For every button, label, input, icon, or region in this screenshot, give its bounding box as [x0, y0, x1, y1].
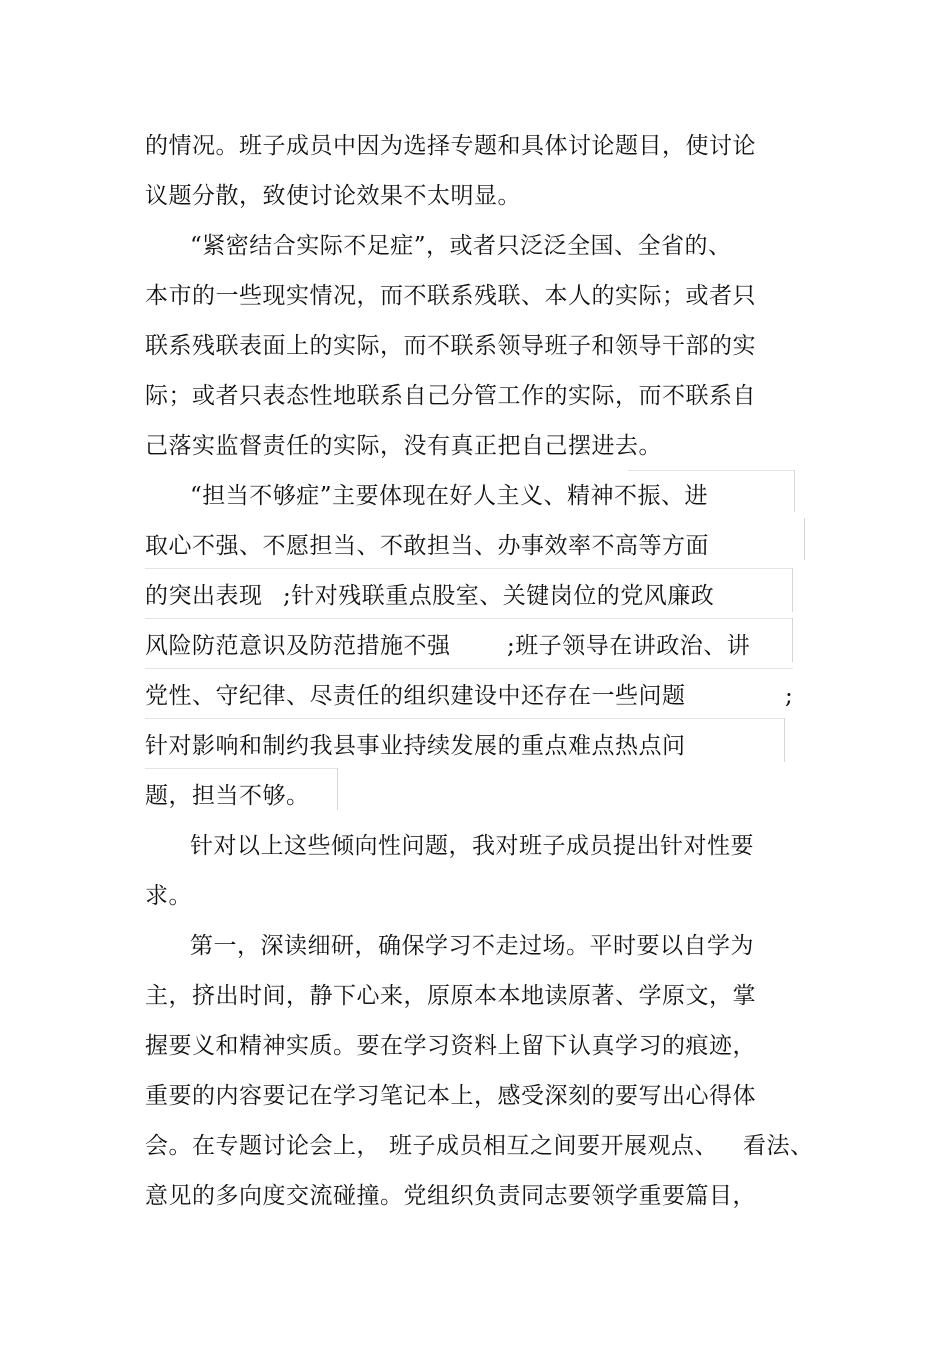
text-line: 针对影响和制约我县事业持续发展的重点难点热点问 — [145, 733, 686, 759]
paragraph-start: 针对以上这些倾向性问题，我对班子成员提出针对性要 — [190, 833, 754, 859]
paragraph-start: “紧密结合实际不足症”，或者只泛泛全国、全省的、 — [190, 233, 732, 259]
text-line: 本市的一些现实情况，而不联系残联、本人的实际；或者只 — [145, 283, 756, 309]
text-segment: 党性、守纪律、尽责任的组织建设中还存在一些问题 — [145, 683, 686, 709]
text-line — [145, 1128, 814, 1164]
table-rule — [145, 568, 793, 569]
table-rule — [337, 768, 338, 810]
text-line: 联系残联表面上的实际，而不联系领导班子和领导干部的实 — [145, 333, 756, 359]
text-segment: 看法、 — [743, 1133, 814, 1159]
table-rule — [784, 718, 785, 762]
text-line: 取心不强、不愿担当、不敢担当、办事效率不高等方面 — [145, 533, 709, 559]
text-line: 己落实监督责任的实际，没有真正把自己摆进去。 — [145, 433, 662, 459]
table-rule — [145, 718, 785, 719]
table-rule — [145, 668, 793, 669]
text-line — [145, 578, 805, 614]
text-line — [145, 678, 805, 714]
text-line: 的情况。班子成员中因为选择专题和具体讨论题目，使讨论 — [145, 133, 756, 159]
text-line: 议题分散，致使讨论效果不太明显。 — [145, 183, 521, 209]
text-segment: ;针对残联重点股室、关键岗位的党风廉政 — [283, 583, 715, 609]
paragraph-start: “担当不够症”主要体现在好人主义、精神不振、进 — [190, 483, 709, 509]
text-line — [145, 628, 805, 664]
table-rule — [804, 518, 805, 560]
text-segment: 的突出表现 — [145, 583, 263, 609]
text-segment: 班子成员相互之间要开展观点、 — [389, 1133, 718, 1159]
text-segment: 会。在专题讨论会上， — [145, 1133, 380, 1159]
table-rule — [145, 768, 337, 769]
text-line: 重要的内容要记在学习笔记本上，感受深刻的要写出心得体 — [145, 1083, 756, 1109]
table-rule — [794, 470, 795, 512]
table-rule — [628, 470, 795, 471]
text-segment: 风险防范意识及防范措施不强 — [145, 633, 451, 659]
text-line: 求。 — [145, 883, 192, 909]
text-line: 握要义和精神实质。要在学习资料上留下认真学习的痕迹， — [145, 1033, 756, 1059]
text-line: 主，挤出时间，静下心来，原原本本地读原著、学原文，掌 — [145, 983, 756, 1009]
text-line: 题，担当不够。 — [145, 783, 310, 809]
text-line: 际；或者只表态性地联系自己分管工作的实际，而不联系自 — [145, 383, 756, 409]
text-line: 意见的多向度交流碰撞。党组织负责同志要领学重要篇目， — [145, 1183, 756, 1209]
text-segment: ;班子领导在讲政治、讲 — [507, 633, 751, 659]
text-segment: ; — [785, 683, 794, 709]
table-rule — [145, 618, 793, 619]
paragraph-start: 第一，深读细研，确保学习不走过场。平时要以自学为 — [190, 933, 754, 959]
